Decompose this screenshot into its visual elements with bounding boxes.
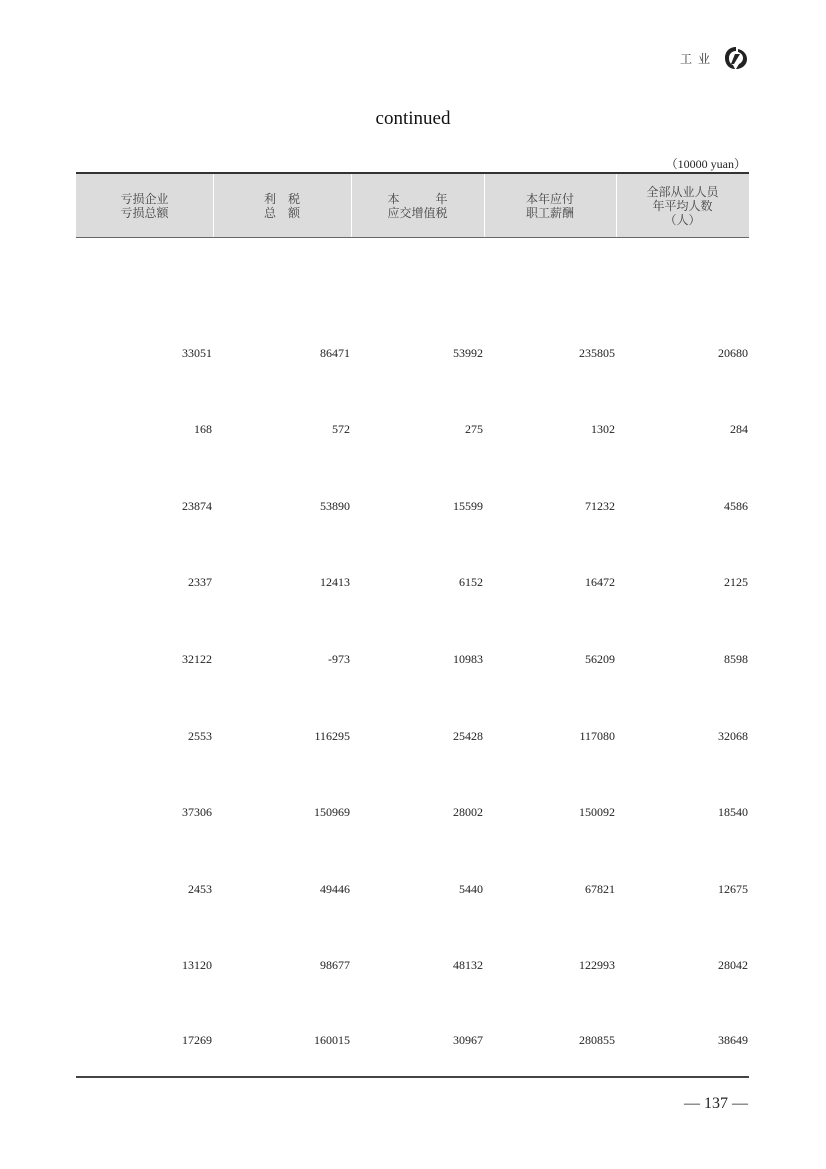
table-cell: 5440 xyxy=(459,882,483,896)
table-cell: 18540 xyxy=(718,805,748,819)
table-row xyxy=(76,499,749,517)
table-cell: 56209 xyxy=(585,652,615,666)
table-row xyxy=(76,652,749,670)
column-header-payroll: 本年应付 职工薪酬 xyxy=(484,174,617,237)
table-row xyxy=(76,1033,749,1051)
table-cell: 1302 xyxy=(591,422,615,436)
table-bottom-rule xyxy=(76,1076,749,1078)
table-cell: 2337 xyxy=(188,575,212,589)
table-cell: 122993 xyxy=(579,958,615,972)
table-cell: 33051 xyxy=(182,346,212,360)
table-cell: 10983 xyxy=(453,652,483,666)
table-cell: 12413 xyxy=(320,575,350,589)
table-cell: 12675 xyxy=(718,882,748,896)
table-cell: 16472 xyxy=(585,575,615,589)
table-cell: 2125 xyxy=(724,575,748,589)
table-cell: 28002 xyxy=(453,805,483,819)
running-header xyxy=(680,44,750,72)
table-cell: 67821 xyxy=(585,882,615,896)
table-cell: 168 xyxy=(194,422,212,436)
table-cell: 284 xyxy=(730,422,748,436)
table-cell: 86471 xyxy=(320,346,350,360)
table-cell: 6152 xyxy=(459,575,483,589)
table-cell: 117080 xyxy=(579,729,615,743)
table-cell: 38649 xyxy=(718,1033,748,1047)
table-cell: 48132 xyxy=(453,958,483,972)
table-row xyxy=(76,882,749,900)
table-row xyxy=(76,346,749,364)
column-header-vat: 本 年 应交增值税 xyxy=(351,174,485,237)
page-number: — 137 — xyxy=(684,1095,748,1112)
column-header-profit-tax: 利 税 总 额 xyxy=(213,174,352,237)
yearbook-logo-icon xyxy=(722,44,750,72)
table-row xyxy=(76,805,749,823)
table-cell: 17269 xyxy=(182,1033,212,1047)
table-cell: 15599 xyxy=(453,499,483,513)
table-cell: 20680 xyxy=(718,346,748,360)
table-cell: 2453 xyxy=(188,882,212,896)
table-cell: 280855 xyxy=(579,1033,615,1047)
table-cell: 53992 xyxy=(453,346,483,360)
table-cell: 150092 xyxy=(579,805,615,819)
table-cell: 235805 xyxy=(579,346,615,360)
table-cell: 2553 xyxy=(188,729,212,743)
table-cell: 116295 xyxy=(314,729,350,743)
table-cell: 71232 xyxy=(585,499,615,513)
table-cell: 32122 xyxy=(182,652,212,666)
table-cell: 160015 xyxy=(314,1033,350,1047)
column-header-loss-amount: 亏损企业 亏损总额 xyxy=(76,174,214,237)
unit-label: （10000 yuan） xyxy=(665,157,746,171)
table-cell: 53890 xyxy=(320,499,350,513)
table-cell: 4586 xyxy=(724,499,748,513)
table-cell: 8598 xyxy=(724,652,748,666)
table-cell: 32068 xyxy=(718,729,748,743)
table-cell: 13120 xyxy=(182,958,212,972)
table-row xyxy=(76,958,749,976)
table-cell: 98677 xyxy=(320,958,350,972)
table-cell: 23874 xyxy=(182,499,212,513)
page-title: continued xyxy=(375,108,451,129)
table-row xyxy=(76,422,749,440)
table-cell: 49446 xyxy=(320,882,350,896)
table-cell: 275 xyxy=(465,422,483,436)
table-header xyxy=(76,174,749,238)
table-cell: -973 xyxy=(328,652,350,666)
table-cell: 572 xyxy=(332,422,350,436)
table-row xyxy=(76,575,749,593)
table-cell: 150969 xyxy=(314,805,350,819)
section-label: 工业 xyxy=(679,51,716,66)
table-row xyxy=(76,729,749,747)
column-header-employees: 全部从业人员 年平均人数 （人） xyxy=(646,184,719,227)
table-cell: 25428 xyxy=(453,729,483,743)
table-cell: 30967 xyxy=(453,1033,483,1047)
table-cell: 28042 xyxy=(718,958,748,972)
table-cell: 37306 xyxy=(182,805,212,819)
